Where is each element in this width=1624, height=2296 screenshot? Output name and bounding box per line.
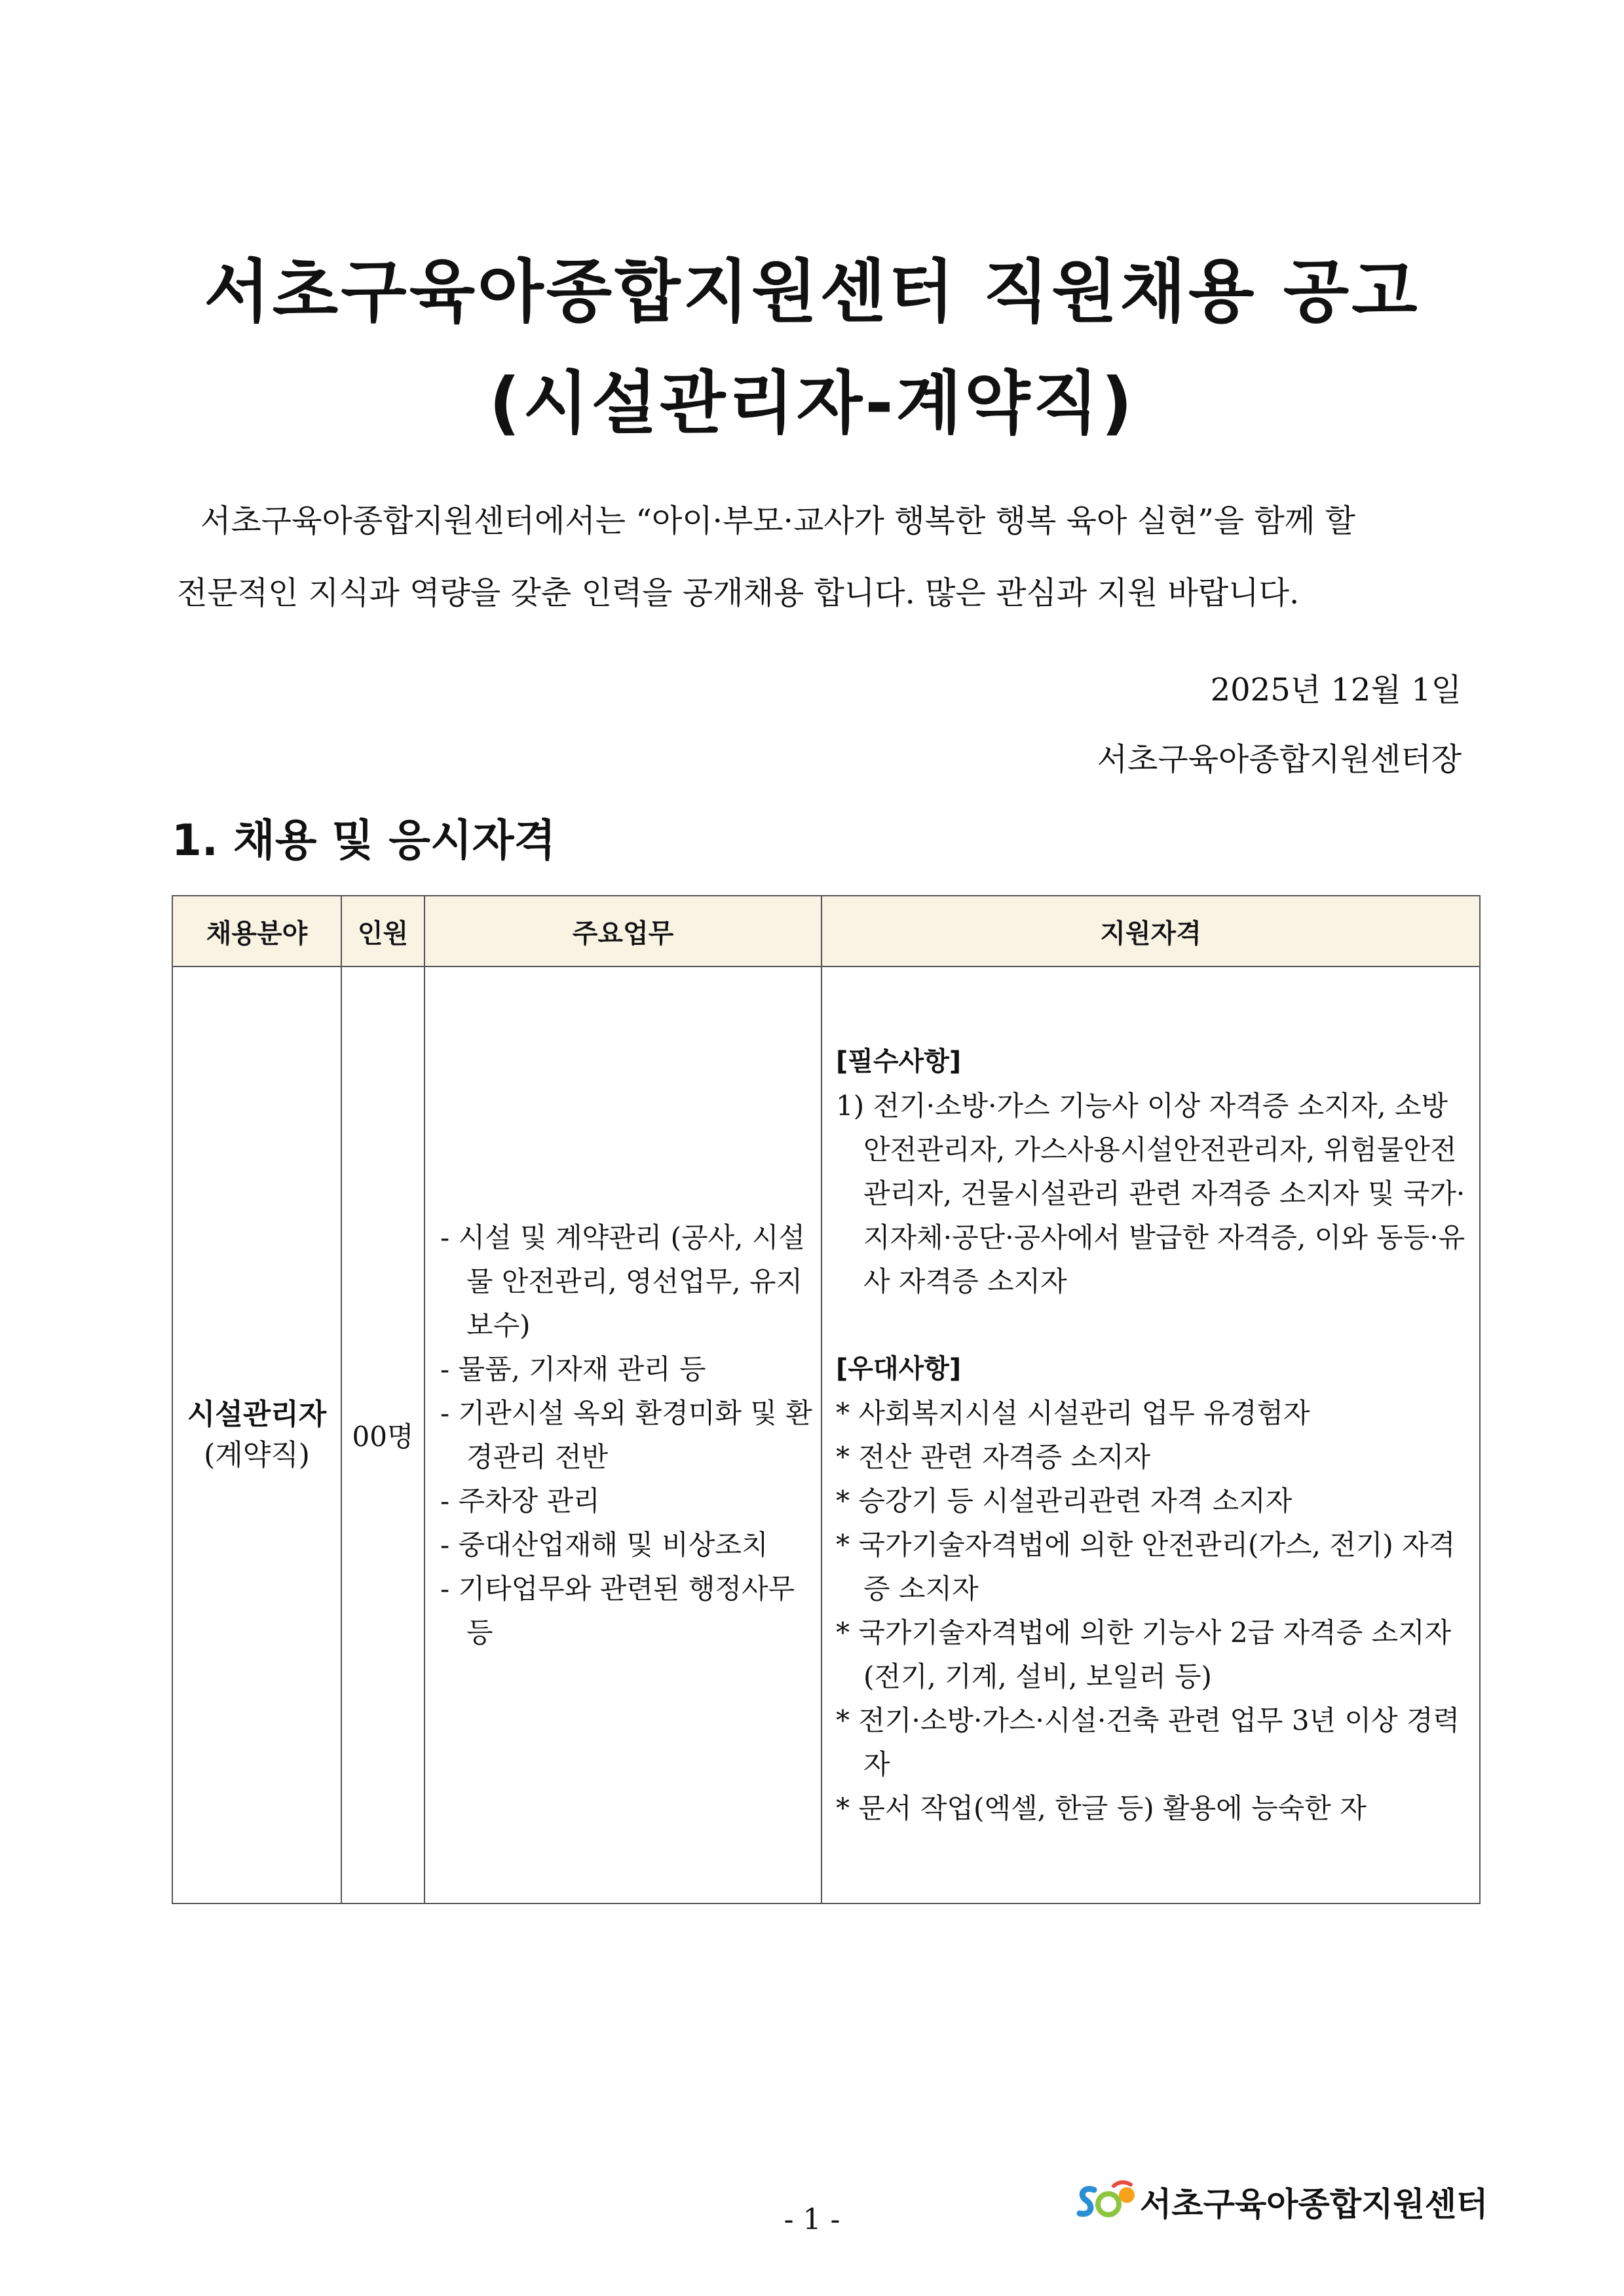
table-row [172,966,1480,1904]
intro-line-2: 전문적인 지식과 역량을 갖춘 인력을 공개채용 합니다. 많은 관심과 지원 바랍니다. [177,575,1300,611]
center-logo [1074,2178,1488,2225]
required-heading: [필수사항] [836,1046,962,1077]
preferred-item: * 국가기술자격법에 의한 기능사 2급 자격증 소지자(전기, 기계, 설비, 보일러 등) [836,1617,1452,1693]
preferred-item: * 전산 관련 자격증 소지자 [836,1441,1151,1473]
recruitment-table [172,895,1481,1904]
header-field: 채용분야 [172,896,341,966]
spacer [836,1303,1472,1347]
preferred-item: * 문서 작업(엑셀, 한글 등) 활용에 능숙한 자 [836,1792,1367,1824]
duty-item: - 기타업무와 관련된 행정사무 등 [440,1573,795,1649]
announcement-date: 2025년 12월 1일 [1210,672,1462,708]
qualifications-cell [821,966,1480,1904]
duty-item: - 시설 및 계약관리 (공사, 시설물 안전관리, 영선업무, 유지보수) [440,1221,805,1341]
table-header-row [172,896,1480,966]
page-title [0,236,1624,459]
duties-cell [425,966,821,1904]
center-logo-icon [1074,2178,1137,2225]
center-logo-text: 서초구육아종합지원센터 [1140,2185,1488,2223]
duty-item: - 기관시설 옥외 환경미화 및 환경관리 전반 [440,1397,812,1473]
duty-item: - 중대산업재해 및 비상조치 [440,1529,768,1561]
duty-item: - 주차장 관리 [440,1485,600,1517]
qualifications-list [823,1040,1479,1830]
preferred-item: * 사회복지시설 시설관리 업무 유경험자 [836,1397,1310,1429]
preferred-item: * 국가기술자격법에 의한 안전관리(가스, 전기) 자격증 소지자 [836,1529,1456,1605]
duties-list [426,1215,820,1655]
header-qualifications: 지원자격 [821,896,1480,966]
intro-line-1: 서초구육아종합지원센터에서는 “아이·부모·교사가 행복한 행복 육아 실현”을 함께 할 [200,503,1355,539]
intro-paragraph [177,485,1461,629]
section-heading: 1. 채용 및 응시자격 [172,815,556,866]
duty-item: - 물품, 기자재 관리 등 [440,1353,706,1385]
issuer: 서초구육아종합지원센터장 [1097,741,1462,778]
preferred-item: * 전기·소방·가스·시설·건축 관련 업무 3년 이상 경력자 [836,1704,1460,1780]
field-name: 시설관리자 [187,1398,327,1431]
field-type: (계약직) [204,1438,310,1472]
title-line-2: (시설관리자-계약직) [489,363,1135,443]
headcount-cell: 00명 [341,966,425,1904]
field-cell [172,966,341,1904]
date-block [1097,655,1462,794]
title-line-1: 서초구육아종합지원센터 직원채용 공고 [204,252,1420,332]
header-duties: 주요업무 [425,896,821,966]
page-number: - 1 - [784,2203,840,2236]
header-headcount: 인원 [341,896,425,966]
preferred-heading: [우대사항] [836,1354,962,1384]
required-item: 1) 전기·소방·가스 기능사 이상 자격증 소지자, 소방안전관리자, 가스사용시설안전관리자, 위험물안전관리자, 건물시설관리 관련 자격증 소지자 및 국가·지자체·공단·공사에서 발급한 자격증, 이와 동등·유사 자격증 소지자 [836,1090,1465,1297]
preferred-item: * 승강기 등 시설관리관련 자격 소지자 [836,1485,1293,1517]
